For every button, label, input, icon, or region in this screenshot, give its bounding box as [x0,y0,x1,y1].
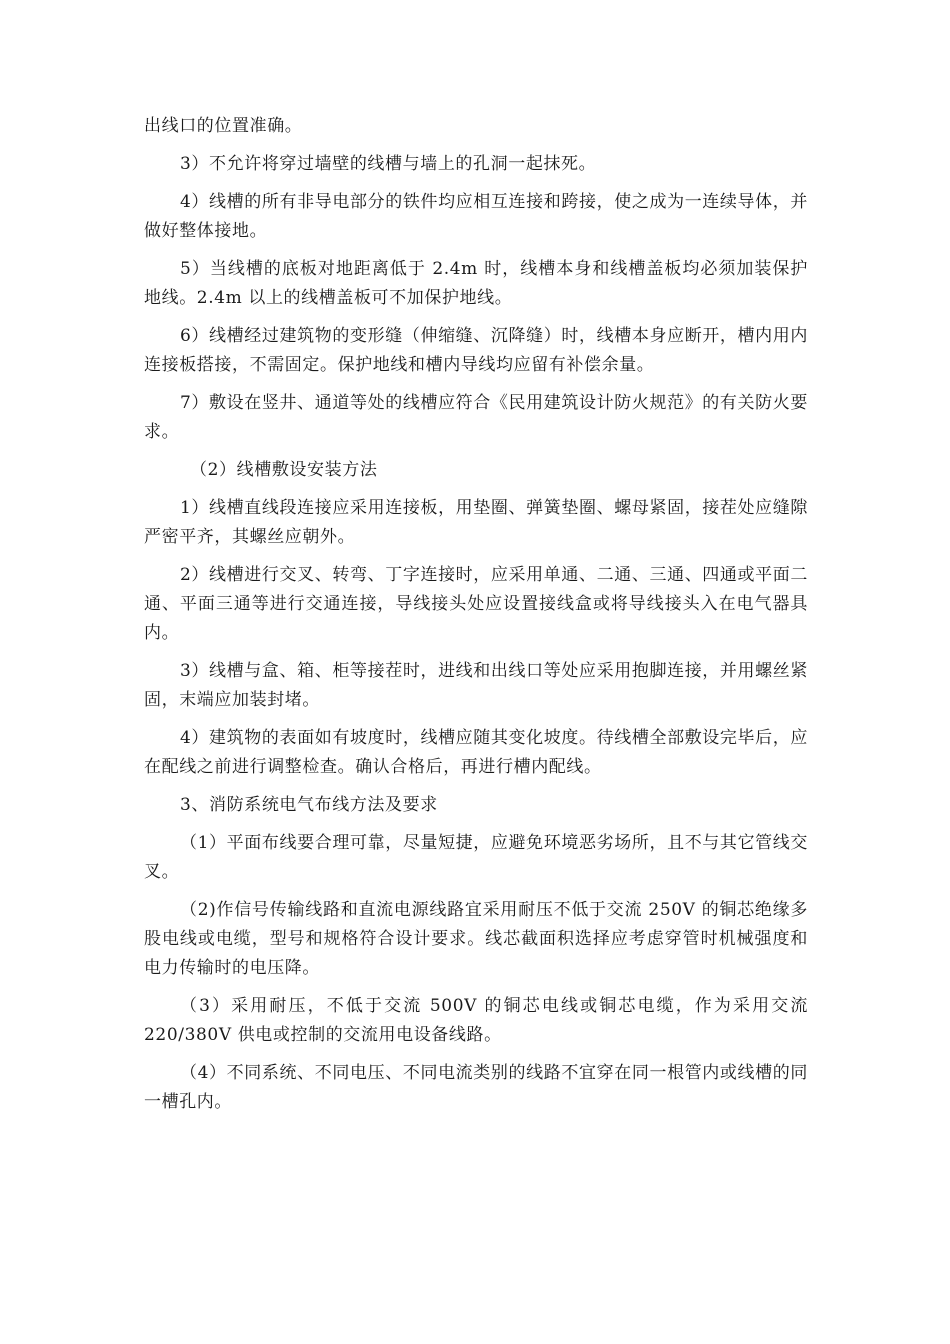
paragraph-fire-1: （1）平面布线要合理可靠，尽量短捷，应避免环境恶劣场所，且不与其它管线交叉。 [144,833,808,882]
paragraph-item-7: 7）敷设在竖井、通道等处的线槽应符合《民用建筑设计防火规范》的有关防火要求。 [144,393,808,442]
paragraph-install-1: 1）线槽直线段连接应采用连接板，用垫圈、弹簧垫圈、螺母紧固，接茬处应缝隙严密平齐，其螺丝应朝外。 [144,498,808,547]
paragraph-install-3: 3）线槽与盒、箱、柜等接茬时，进线和出线口等处应采用抱脚连接，并用螺丝紧固，末端应加装封堵。 [144,661,808,710]
paragraph-continuation: 出线口的位置准确。 [144,116,303,136]
paragraph-item-5: 5）当线槽的底板对地距离低于 2.4m 时，线槽本身和线槽盖板均必须加装保护地线。2.4m 以上的线槽盖板可不加保护地线。 [144,259,808,308]
paragraph-item-3: 3）不允许将穿过墙壁的线槽与墙上的孔洞一起抹死。 [180,154,597,174]
paragraph-fire-3: （3）采用耐压，不低于交流 500V 的铜芯电线或铜芯电缆，作为采用交流 220/380V 供电或控制的交流用电设备线路。 [144,996,808,1045]
section-heading-trunking-installation: （2）线槽敷设安装方法 [190,460,378,480]
paragraph-install-2: 2）线槽进行交叉、转弯、丁字连接时，应采用单通、二通、三通、四通或平面二通、平面三通等进行交通连接，导线接头处应设置接线盒或将导线接头入在电气器具内。 [144,565,808,643]
paragraph-install-4: 4）建筑物的表面如有坡度时，线槽应随其变化坡度。待线槽全部敷设完毕后，应在配线之前进行调整检查。确认合格后，再进行槽内配线。 [144,728,808,777]
paragraph-item-4: 4）线槽的所有非导电部分的铁件均应相互连接和跨接，使之成为一连续导体，并做好整体接地。 [144,192,808,241]
paragraph-item-6: 6）线槽经过建筑物的变形缝（伸缩缝、沉降缝）时，线槽本身应断开，槽内用内连接板搭接，不需固定。保护地线和槽内导线均应留有补偿余量。 [144,326,808,375]
paragraph-fire-2: （2)作信号传输线路和直流电源线路宜采用耐压不低于交流 250V 的铜芯绝缘多股电线或电缆，型号和规格符合设计要求。线芯截面积选择应考虑穿管时机械强度和电力传输时的电压降。 [144,900,808,978]
paragraph-fire-4: （4）不同系统、不同电压、不同电流类别的线路不宜穿在同一根管内或线槽的同一槽孔内。 [144,1063,808,1112]
document-body [144,112,808,1126]
section-heading-fire-wiring: 3、消防系统电气布线方法及要求 [180,795,438,815]
